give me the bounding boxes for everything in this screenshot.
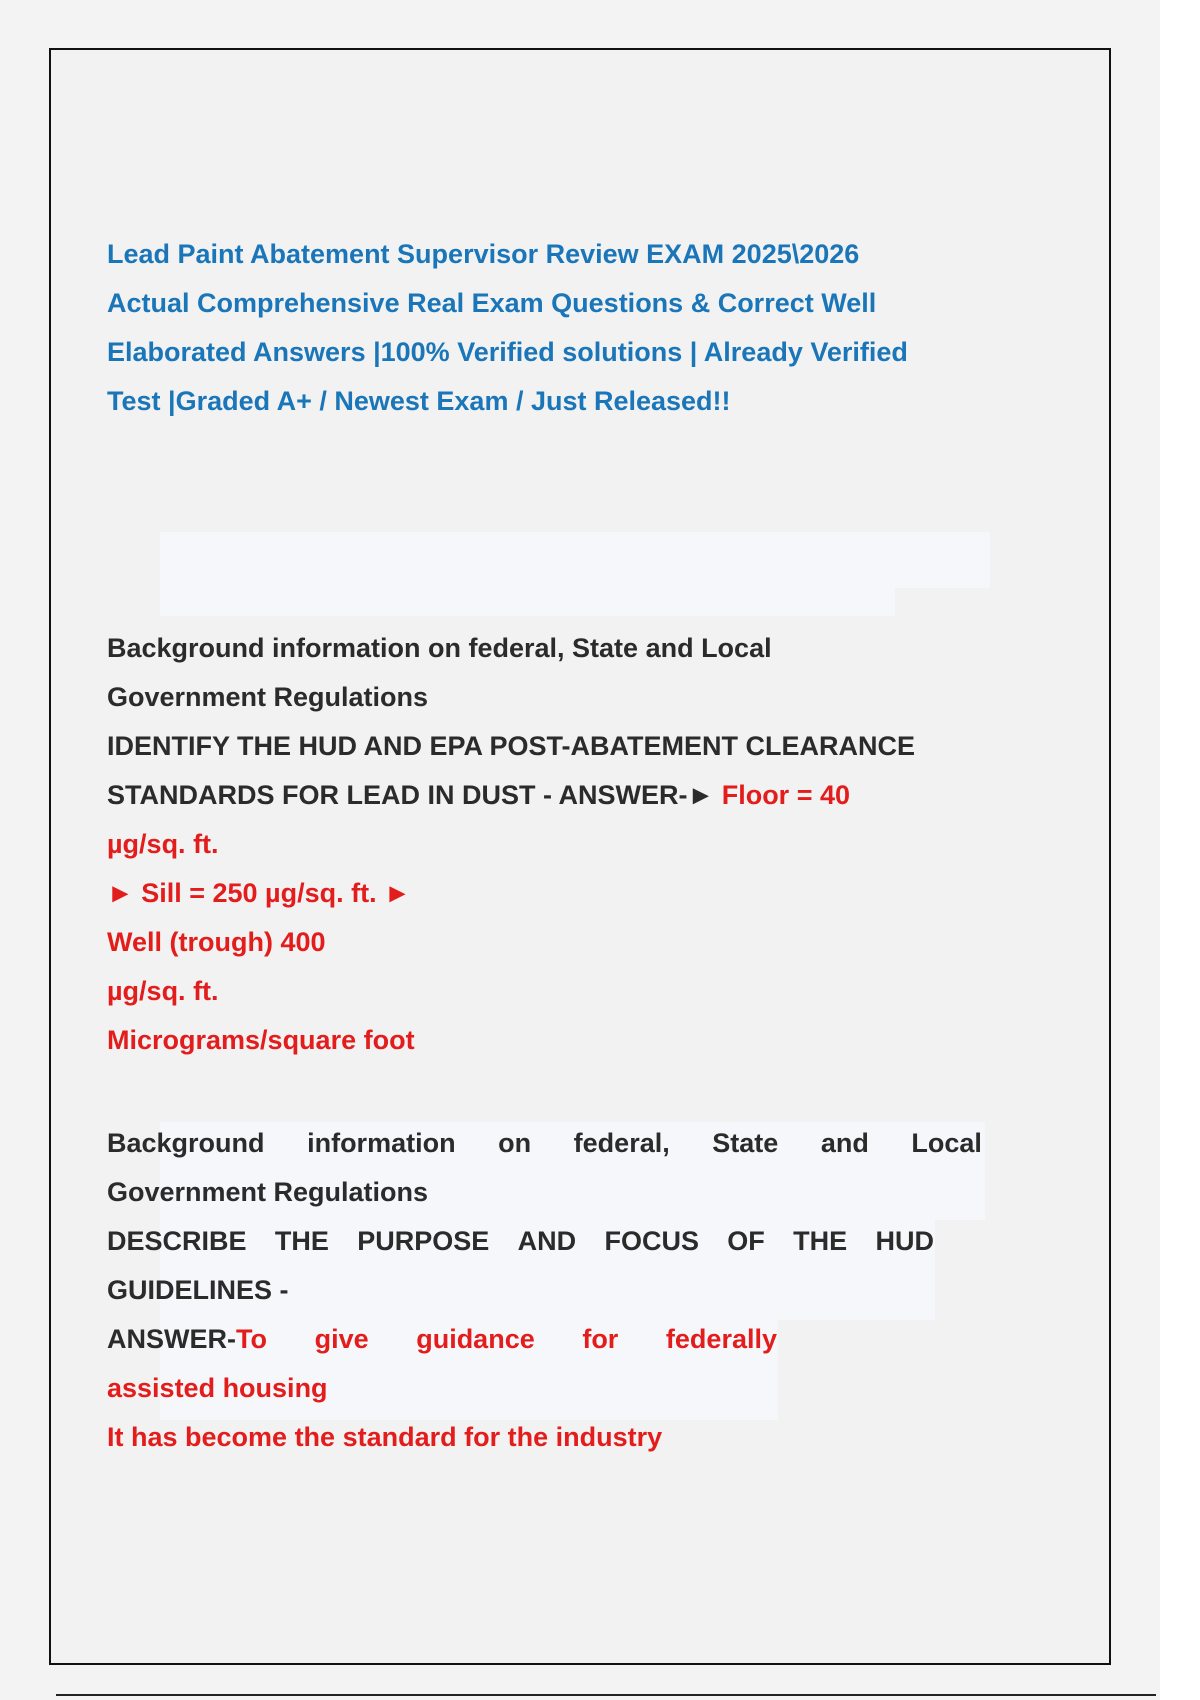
category-word: Local	[911, 1128, 982, 1158]
answer-word: federally	[665, 1324, 777, 1354]
answer-first	[107, 1315, 267, 1364]
category-line: Background information on federal, State and Local	[107, 633, 772, 663]
answer-word: guidance	[416, 1324, 535, 1354]
answer-line: µg/sq. ft.	[107, 976, 219, 1006]
answer-line: Micrograms/square foot	[107, 1025, 415, 1055]
category-word: State	[712, 1128, 779, 1158]
category-word: federal,	[573, 1128, 670, 1158]
title-line: Lead Paint Abatement Supervisor Review EXAM 2025\2026	[107, 239, 860, 269]
question-text: STANDARDS FOR LEAD IN DUST - ANSWER-►	[107, 780, 722, 810]
question-word: PURPOSE	[357, 1226, 490, 1256]
title-line: Test |Graded A+ / Newest Exam / Just Released!!	[107, 386, 731, 416]
question-word: OF	[727, 1226, 765, 1256]
answer-line: It has become the standard for the industry	[107, 1422, 663, 1452]
title-line: Elaborated Answers |100% Verified solutions | Already Verified	[107, 337, 908, 367]
question-word: AND	[517, 1226, 577, 1256]
question-word: FOCUS	[604, 1226, 699, 1256]
question-block-2	[107, 1119, 1013, 1462]
answer-label: ANSWER-	[107, 1324, 236, 1354]
title-line: Actual Comprehensive Real Exam Questions & Correct Well	[107, 288, 877, 318]
question-line: GUIDELINES -	[107, 1275, 289, 1305]
category-word: and	[820, 1128, 869, 1158]
answer-word: for	[582, 1324, 619, 1354]
question-line	[107, 771, 1013, 820]
answer-line	[107, 1315, 777, 1364]
category-word: information	[307, 1128, 456, 1158]
highlight-block	[160, 588, 895, 616]
footer-rule	[56, 1694, 1156, 1696]
category-line	[107, 1119, 982, 1168]
answer-line: Well (trough) 400	[107, 927, 326, 957]
answer-line: assisted housing	[107, 1373, 328, 1403]
right-margin-strip	[1160, 0, 1200, 1700]
question-word: HUD	[875, 1226, 934, 1256]
category-line: Government Regulations	[107, 682, 429, 712]
category-word: on	[498, 1128, 532, 1158]
answer-line: ► Sill = 250 µg/sq. ft. ►	[107, 878, 411, 908]
question-line: IDENTIFY THE HUD AND EPA POST-ABATEMENT CLEARANCE	[107, 731, 916, 761]
answer-word: To	[236, 1324, 267, 1354]
category-line: Government Regulations	[107, 1177, 429, 1207]
category-word: Background	[107, 1128, 265, 1158]
question-line	[107, 1217, 934, 1266]
question-word: DESCRIBE	[107, 1226, 247, 1256]
document-title	[107, 230, 1013, 426]
highlight-block	[160, 532, 990, 588]
answer-word: give	[314, 1324, 369, 1354]
question-word: THE	[793, 1226, 848, 1256]
question-word: THE	[274, 1226, 329, 1256]
answer-text: Floor = 40	[721, 780, 850, 810]
answer-line: µg/sq. ft.	[107, 829, 219, 859]
question-block-1	[107, 624, 1013, 1065]
